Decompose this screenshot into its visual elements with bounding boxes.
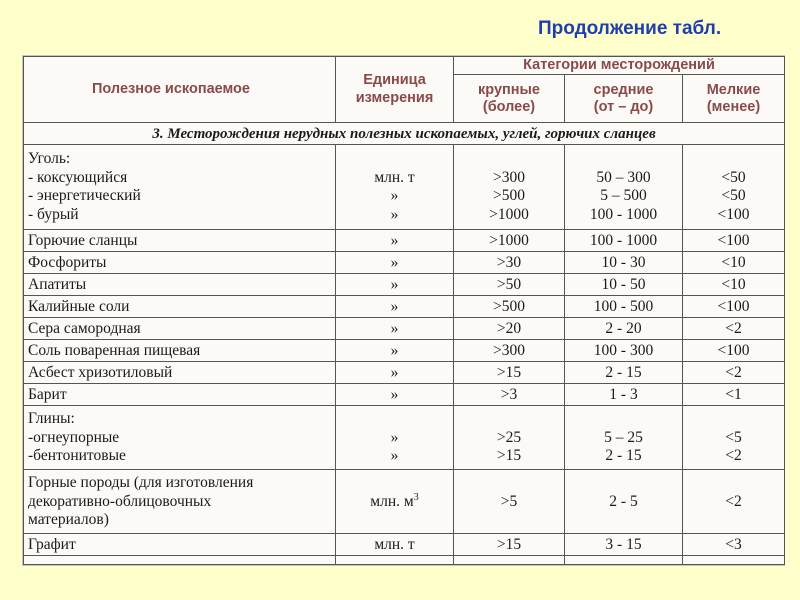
coal-medium-value: 50 – 300 (596, 168, 651, 186)
graphite-large: >15 (454, 534, 565, 556)
row-name: Барит (24, 384, 336, 406)
row-large: >1000 (454, 230, 565, 252)
row-unit: » (336, 340, 454, 362)
header-small-line1: Мелкие (706, 81, 761, 98)
row-small: <10 (683, 252, 785, 274)
row-name: Сера самородная (24, 318, 336, 340)
row-large: >20 (454, 318, 565, 340)
rocks-medium: 2 - 5 (565, 470, 683, 534)
header-mineral: Полезное ископаемое (24, 57, 336, 123)
row-medium: 10 - 30 (565, 252, 683, 274)
clays-names (24, 406, 336, 470)
coal-name: - бурый (28, 205, 79, 223)
row-large: >300 (454, 340, 565, 362)
row-small: <100 (683, 230, 785, 252)
coal-small (683, 145, 785, 230)
coal-small-value: <50 (721, 187, 746, 205)
header-small (683, 75, 785, 123)
header-medium (565, 75, 683, 123)
coal-names (24, 145, 336, 230)
row-medium: 10 - 50 (565, 274, 683, 296)
coal-medium-value: 5 – 500 (600, 187, 647, 205)
clays-large-value: >15 (496, 447, 522, 465)
row-medium: 2 - 15 (565, 362, 683, 384)
row-medium: 2 - 20 (565, 318, 683, 340)
coal-unit: » (390, 205, 399, 223)
clays-medium (565, 406, 683, 470)
coal-name: - энергетический (28, 187, 141, 205)
table-row-graphite (24, 534, 785, 556)
clays-name: -огнеупорные (28, 428, 120, 446)
clays-unit: » (390, 428, 399, 446)
row-large: >3 (454, 384, 565, 406)
coal-medium-value: 100 - 1000 (589, 205, 658, 223)
coal-large-value: >300 (493, 168, 525, 186)
clays-small-value: <5 (725, 428, 742, 446)
row-small: <2 (683, 318, 785, 340)
rocks-name-line: материалов) (28, 511, 109, 529)
coal-small-value: <100 (717, 205, 750, 223)
row-name: Асбест хризотиловый (24, 362, 336, 384)
coal-large-value: >1000 (489, 205, 529, 223)
table-row (24, 318, 785, 340)
header-unit-line2: измерения (355, 89, 434, 106)
rocks-name-line: декоративно-облицовочных (28, 492, 212, 510)
clays-small (683, 406, 785, 470)
rocks-name (24, 470, 336, 534)
header-medium-line2: (от – до) (593, 98, 654, 115)
table-bottom-spacer (24, 556, 785, 565)
table-row (24, 230, 785, 252)
coal-large-value: >500 (493, 187, 525, 205)
row-name: Апатиты (24, 274, 336, 296)
table-row-clays (24, 406, 785, 470)
row-name: Калийные соли (24, 296, 336, 318)
header-large (454, 75, 565, 123)
table-row (24, 340, 785, 362)
graphite-medium: 3 - 15 (565, 534, 683, 556)
row-unit: » (336, 252, 454, 274)
deposits-table (23, 56, 785, 565)
slide-title: Продолжение табл. (538, 18, 722, 39)
coal-unit: » (390, 187, 399, 205)
row-large: >30 (454, 252, 565, 274)
rocks-small: <2 (683, 470, 785, 534)
graphite-unit: млн. т (336, 534, 454, 556)
header-unit (336, 57, 454, 123)
clays-medium-value: 2 - 15 (605, 447, 642, 465)
scanned-table-page (22, 55, 785, 566)
clays-units (336, 406, 454, 470)
row-small: <1 (683, 384, 785, 406)
clays-title: Глины: (28, 410, 75, 427)
header-small-line2: (менее) (706, 98, 761, 115)
clays-medium-value: 5 – 25 (604, 428, 643, 446)
header-large-line2: (более) (482, 98, 536, 115)
table-row (24, 296, 785, 318)
table-row-rocks (24, 470, 785, 534)
row-unit: » (336, 384, 454, 406)
coal-small-value: <50 (721, 168, 746, 186)
row-small: <10 (683, 274, 785, 296)
row-large: >15 (454, 362, 565, 384)
rocks-unit-text: млн. м (370, 493, 414, 511)
clays-name: -бентонитовые (28, 447, 126, 465)
table-row (24, 274, 785, 296)
graphite-name: Графит (24, 534, 336, 556)
rocks-large: >5 (454, 470, 565, 534)
row-name: Соль поваренная пищевая (24, 340, 336, 362)
section-title: 3. Месторождения нерудных полезных ископаемых, углей, горючих сланцев (24, 123, 785, 145)
clays-large-value: >25 (496, 428, 522, 446)
coal-medium (565, 145, 683, 230)
row-medium: 100 - 500 (565, 296, 683, 318)
coal-large (454, 145, 565, 230)
rocks-name-line: Горные породы (для изготовления (28, 474, 254, 491)
header-medium-line1: средние (593, 81, 654, 98)
row-medium: 100 - 1000 (565, 230, 683, 252)
header-categories: Категории месторождений (454, 57, 785, 75)
row-unit: » (336, 230, 454, 252)
clays-small-value: <2 (725, 447, 742, 465)
header-large-line1: крупные (478, 81, 540, 98)
row-name: Фосфориты (24, 252, 336, 274)
row-unit: » (336, 362, 454, 384)
row-unit: » (336, 274, 454, 296)
coal-unit: млн. т (374, 168, 415, 186)
row-large: >500 (454, 296, 565, 318)
clays-unit: » (390, 447, 399, 465)
row-name: Горючие сланцы (24, 230, 336, 252)
coal-title: Уголь: (28, 150, 71, 168)
row-small: <2 (683, 362, 785, 384)
table-row (24, 384, 785, 406)
table-row (24, 362, 785, 384)
row-small: <100 (683, 340, 785, 362)
header-unit-line1: Единица (363, 72, 426, 89)
table-row-coal (24, 145, 785, 230)
graphite-small: <3 (683, 534, 785, 556)
row-unit: » (336, 318, 454, 340)
coal-units (336, 145, 454, 230)
row-small: <100 (683, 296, 785, 318)
row-medium: 100 - 300 (565, 340, 683, 362)
rocks-unit-sup: 3 (413, 492, 419, 504)
row-large: >50 (454, 274, 565, 296)
row-unit: » (336, 296, 454, 318)
table-row (24, 252, 785, 274)
clays-large (454, 406, 565, 470)
coal-name: - коксующийся (28, 168, 128, 186)
row-medium: 1 - 3 (565, 384, 683, 406)
rocks-unit (336, 470, 454, 534)
